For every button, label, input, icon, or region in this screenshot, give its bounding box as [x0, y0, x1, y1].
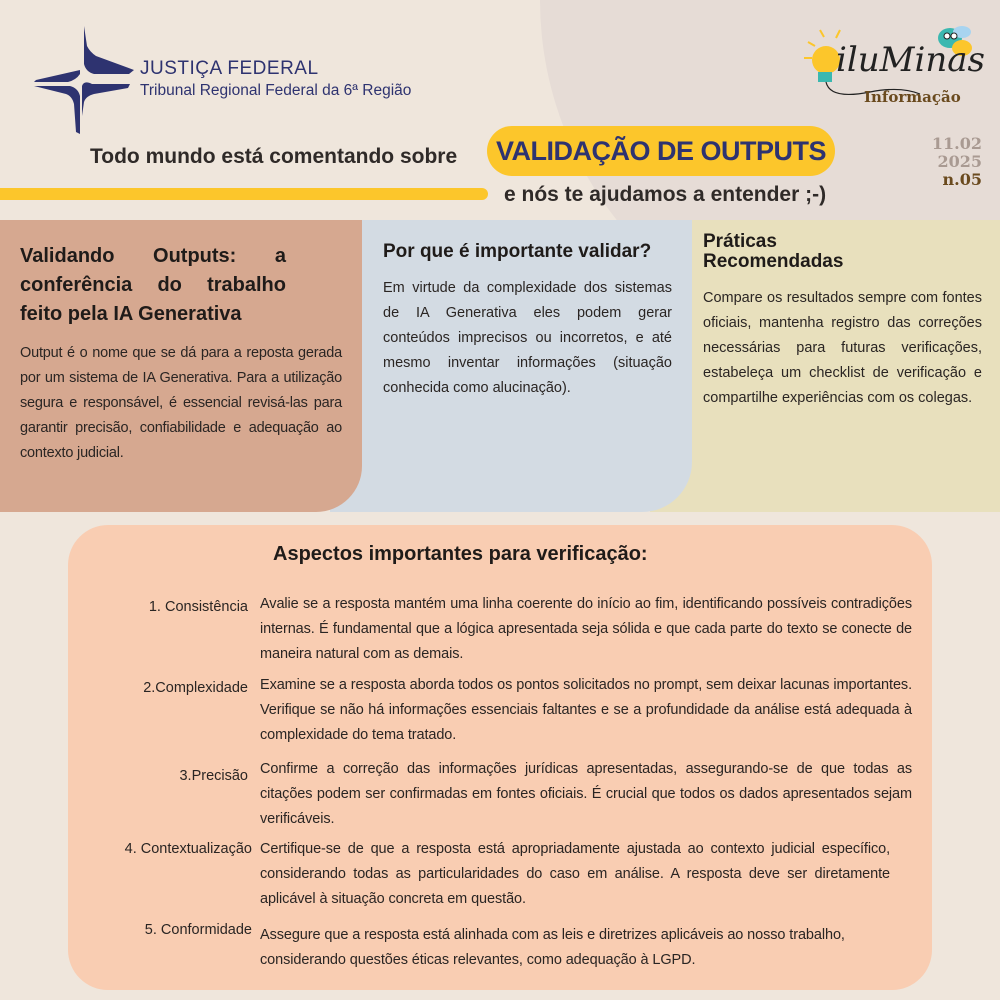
aspects-title: Aspectos importantes para verificação: [273, 543, 648, 565]
brand-subtitle: Informação [864, 88, 961, 106]
date-day: 11.02 [931, 134, 982, 153]
panel-text: Output é o nome que se dá para a reposta gerada por um sistema de IA Generativa. Para a utilização segura e responsável, é essencial revisá-las para garantir precisão, confiabilidade e adequação ao contexto judicial. [20, 345, 342, 461]
panel-why-validate [330, 220, 692, 512]
org-name [140, 58, 411, 100]
aspect-label: 3.Precisão [179, 768, 248, 784]
aspects-section [68, 525, 932, 990]
panel-title: Por que é importante validar? [383, 241, 652, 262]
aspect-label: 5. Conformidade [144, 922, 252, 938]
aspect-text: Certifique-se de que a resposta está apropriadamente ajustada ao contexto judicial específico, considerando todas as particularidades do caso em análise. A resposta deve ser diretamente aplicável à situação concreta em questão. [260, 841, 890, 907]
aspect-label: 1. Consistência [148, 599, 248, 615]
subtagline: e nós te ajudamos a entender ;-) [504, 183, 827, 206]
yellow-bar [0, 188, 488, 200]
panel-recommended-practices [650, 220, 1000, 512]
date-year: 2025 [937, 152, 982, 171]
panel-title: Validando Outputs: a conferência do trabalho feito pela IA Generativa [20, 245, 286, 325]
brand-name: iluMinas [836, 40, 985, 80]
justica-federal-logo-icon [34, 26, 134, 134]
aspect-label: 4. Contextualização [124, 841, 252, 857]
aspect-label: 2.Complexidade [143, 680, 248, 696]
aspect-text: Avalie se a resposta mantém uma linha coerente do início ao fim, identificando possíveis contradições internas. É fundamental que a lógica apresentada seja sólida e que cada parte do texto se conecte de maneira natural com as demais. [260, 596, 912, 662]
topic-title: VALIDAÇÃO DE OUTPUTS [487, 126, 835, 176]
org-title: JUSTIÇA FEDERAL [140, 58, 319, 79]
issue-number: n.05 [942, 170, 982, 189]
aspect-text: Examine se a resposta aborda todos os pontos solicitados no prompt, sem deixar lacunas importantes. Verifique se não há informações essenciais faltantes e se a profundidade da análise está adequada à complexidade do tema tratado. [260, 677, 912, 743]
issue-date [932, 135, 982, 189]
panel-validating-outputs [0, 220, 362, 512]
panel-title: Práticas Recomendadas [703, 231, 844, 272]
tagline: Todo mundo está comentando sobre [90, 145, 458, 168]
panel-text: Em virtude da complexidade dos sistemas de IA Generativa eles podem gerar conteúdos imprecisos ou incorretos, e até mesmo inventar informações (situação conhecida como alucinação). [383, 280, 672, 396]
aspect-text: Confirme a correção das informações jurídicas apresentadas, assegurando-se de que todas as citações podem ser confirmadas em fontes oficiais. É crucial que todos os dados apresentados sejam verificáveis. [260, 761, 912, 827]
aspect-text: Assegure que a resposta está alinhada com as leis e diretrizes aplicáveis ao nosso trabalho, considerando questões éticas relevantes, como adequação à LGPD. [260, 927, 845, 968]
org-subtitle: Tribunal Regional Federal da 6ª Região [140, 82, 412, 99]
panel-text: Compare os resultados sempre com fontes oficiais, mantenha registro das correções necessárias para futuras verificações, estabeleça um checklist de verificação e compartilhe experiências com os colegas. [703, 290, 982, 406]
